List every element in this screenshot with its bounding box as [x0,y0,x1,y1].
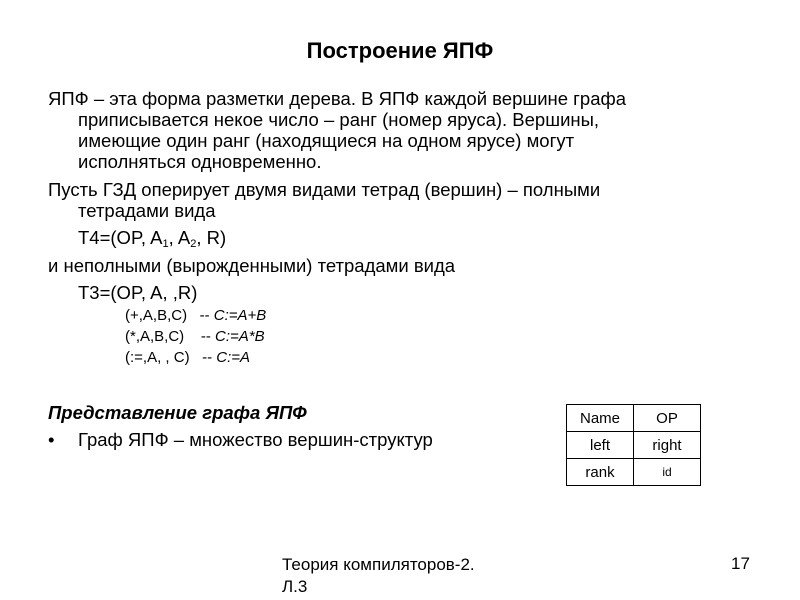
table-cell: right [634,432,701,459]
example-code: (:=,A, , C) -- [125,349,217,366]
table-row [567,432,701,459]
formula-part: , A [168,227,191,248]
table-cell: rank [567,459,634,486]
footer-line: Теория компиляторов-2. [282,555,475,574]
paragraph-line: Пусть ГЗД оперирует двумя видами тетрад (вершин) – полными [48,179,601,200]
subscript: 1 [162,238,169,250]
example-comment: C:=A*B [215,328,265,345]
example-code: (*,A,B,C) -- [125,328,215,345]
formula-part: T4=(OP, A [78,227,163,248]
paragraph-definition [48,88,748,172]
bullet-item [48,429,433,451]
example-code: (+,A,B,C) -- [125,307,214,324]
formula-part: , R) [196,227,227,248]
example-line [125,328,265,345]
node-structure-table [566,404,701,486]
footer-text [282,554,475,598]
bullet-marker: • [48,429,55,450]
paragraph-tetrads [48,179,748,221]
bullet-text: Граф ЯПФ – множество вершин-структур [78,429,433,450]
example-comment: C:=A+B [213,307,267,324]
paragraph-line: исполняться одновременно. [78,151,322,172]
paragraph-line: имеющие один ранг (находящиеся на одном ярусе) могут [78,130,575,151]
paragraph-line: приписывается некое число – ранг (номер яруса). Вершины, [78,109,600,130]
example-comment: C:=A [216,349,251,366]
example-line [125,349,250,366]
page-number: 17 [731,554,750,573]
table-cell: Name [567,405,634,432]
table-row [567,459,701,486]
table-row [567,405,701,432]
footer-line: Л.3 [282,577,308,596]
formula-t4 [78,227,226,249]
example-line [125,307,266,324]
table-cell: left [567,432,634,459]
paragraph-line: тетрадами вида [78,200,216,221]
formula-t3: T3=(OP, A, ,R) [78,282,198,303]
paragraph-line: ЯПФ – эта форма разметки дерева. В ЯПФ каждой вершине графа [48,88,627,109]
subscript: 2 [190,238,197,250]
table-cell: id [634,459,701,486]
slide-title: Построение ЯПФ [306,38,494,63]
table-cell: OP [634,405,701,432]
paragraph-incomplete: и неполными (вырожденными) тетрадами вида [48,255,456,276]
section-heading: Представление графа ЯПФ [48,402,307,423]
